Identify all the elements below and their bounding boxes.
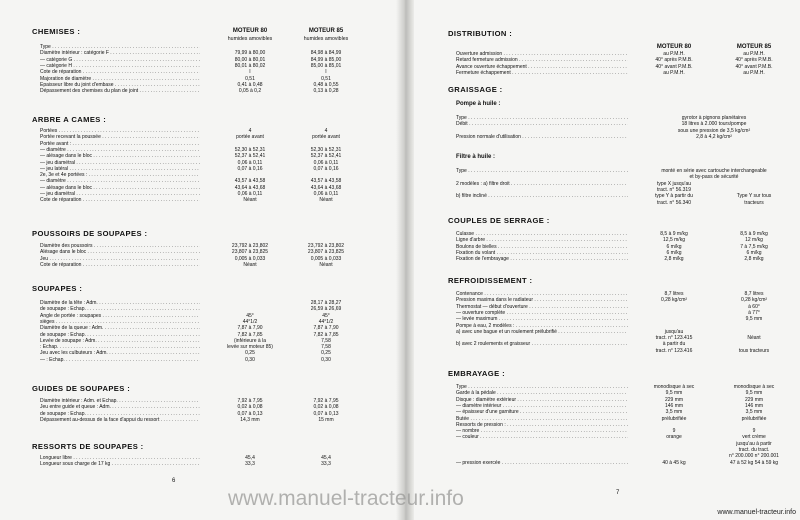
value-moteur-85: 0,005 à 0,033 — [310, 255, 342, 262]
soupapes-title: SOUPAPES : — [32, 284, 83, 293]
spec-label: Portée recevant la poussée . . . — [40, 134, 200, 140]
value-moteur-85: 43,57 à 43,58 — [310, 178, 342, 185]
value-moteur-80: 0,28 kg/cm² — [660, 297, 688, 304]
spec-row — [40, 88, 364, 94]
spec-row — [40, 197, 364, 203]
spec-label: a) avec une bague et un roulement prélubrifié . . . — [456, 329, 628, 335]
value-moteur-80: type X jusqu'au — [656, 180, 692, 187]
spec-label: de soupape : Échap. . . . — [40, 411, 200, 417]
spec-label: Jeu . . . — [40, 256, 200, 262]
spec-label: Type . . . — [456, 168, 628, 174]
value-moteur-85: 9,5 mm — [745, 316, 763, 323]
value-moteur-85: 8,5 à 9 m/kg — [740, 231, 768, 237]
value-moteur-80: 0,51 — [245, 75, 255, 82]
spec-row — [456, 348, 792, 354]
value-moteur-85: 229 mm — [744, 396, 764, 403]
header-moteur-80: MOTEUR 80 — [232, 28, 268, 34]
value-moteur-80: 40° après P.M.B. — [655, 57, 693, 64]
watermark-small: www.manuel-tracteur.info — [717, 509, 796, 516]
value-moteur-80: 80,00 à 80,01 — [234, 56, 266, 63]
value-moteur-80: 0,07 à 0,16 — [237, 165, 263, 172]
spec-label: Ligne d'arbre . . . — [456, 237, 628, 243]
chemises-title: CHEMISES : — [32, 27, 81, 36]
spec-label: Type . . . — [40, 44, 200, 50]
value-moteur-80: 52,30 à 52,31 — [234, 146, 266, 153]
value-moteur-80: à partir du — [662, 341, 686, 348]
arbre-title: ARBRE A CAMES : — [32, 115, 107, 124]
value-moteur-85: jusqu'au à partir — [736, 440, 772, 447]
value-moteur-80: 79,99 à 80,00 — [234, 50, 266, 57]
spec-label: — levée maximum . . . — [456, 316, 628, 322]
value-moteur-80: 9 — [672, 428, 676, 435]
value-moteur-80: 40° avant P.M.B. — [655, 63, 693, 70]
value-moteur-85: 52,37 à 52,41 — [310, 153, 342, 160]
value-moteur-80: 43,57 à 43,58 — [234, 178, 266, 185]
value-moteur-80: levée sur moteur 85) — [227, 344, 273, 351]
spec-label: Cote de réparation . . . — [40, 69, 200, 75]
value-moteur-85: 52,30 à 52,31 — [310, 146, 342, 153]
value-moteur-85: 84,99 à 85,00 — [310, 56, 342, 63]
value-moteur-85: 0,02 à 0,08 — [313, 404, 339, 411]
spec-label: — : Échap. . . . — [40, 357, 200, 363]
value-moteur-80: portée avant — [236, 134, 264, 141]
value-moteur-80: 6 m/kg — [666, 249, 682, 256]
spec-label: sièges . . . — [40, 319, 200, 325]
spec-label: Ressorts de pression : . . . — [456, 422, 628, 428]
value-moteur-85: 7,87 à 7,90 — [313, 325, 339, 332]
value-common: gyrotor à pignons planétaires — [681, 115, 747, 121]
value-moteur-85: 9 — [752, 428, 756, 435]
value-moteur-85: 0,06 à 0,11 — [313, 191, 339, 197]
value-moteur-80: 52,37 à 52,41 — [234, 153, 266, 160]
value-moteur-85: 45,4 — [321, 455, 331, 461]
spec-label: b) filtre incliné . . . — [456, 193, 628, 199]
spec-label: — jeu latéral . . . — [40, 166, 200, 172]
value-moteur-80: 146 mm — [664, 402, 684, 409]
page-number-left: 6 — [172, 478, 176, 484]
spec-label: Contenance . . . — [456, 291, 628, 297]
spec-label: — alésage dans le bloc . . . — [40, 185, 200, 191]
value-moteur-80: 33,3 — [245, 461, 255, 468]
value-moteur-80: monodisque à sec — [653, 384, 695, 390]
spec-label: — pression exercée . . . — [456, 460, 628, 466]
value-common: monté en série avec cartouche interchangeable — [661, 168, 767, 174]
value-moteur-85: 26,59 à 26,69 — [310, 306, 342, 313]
value-moteur-80: type Y à partir du — [655, 193, 693, 200]
right-page — [404, 0, 800, 520]
value-moteur-80: tract. n° 123.416 — [655, 347, 693, 354]
spec-label: 2 modèles : a) filtre droit . . . — [456, 181, 628, 187]
value-moteur-85: monodisque à sec — [733, 384, 775, 390]
spec-label: Garde à la pédale . . . — [456, 390, 628, 396]
value-common: 2,8 à 4,2 kg/cm² — [696, 133, 732, 140]
subtitle-85: humides amovibles — [303, 36, 349, 42]
spec-label: Débit . . . — [456, 121, 628, 127]
value-moteur-80: 2,8 m/kg — [664, 256, 684, 263]
spec-label: de soupape : Échap. . . . — [40, 306, 200, 312]
value-common: et by-pass de sécurité — [689, 174, 739, 181]
value-moteur-85: 45° — [322, 312, 330, 319]
spec-label: Pression maxima dans le radiateur . . . — [456, 297, 628, 303]
spec-row — [456, 70, 792, 76]
value-moteur-80: 0,07 à 0,13 — [237, 410, 263, 417]
value-moteur-80: 0,02 à 0,08 — [237, 404, 263, 411]
spec-label: Avance ouverture échappement . . . — [456, 64, 628, 70]
value-moteur-85: Type Y sur tous — [736, 193, 772, 200]
value-moteur-85: à 60° — [748, 303, 760, 310]
value-moteur-85: 0,51 — [321, 75, 331, 82]
value-moteur-80: tract. n° 123.415 — [655, 335, 693, 342]
spec-row — [456, 256, 792, 262]
spec-row — [40, 357, 364, 363]
value-moteur-85: prélubrifiée — [741, 415, 767, 422]
value-moteur-80: 7,87 à 7,90 — [237, 325, 263, 332]
value-moteur-85: vert crème — [742, 434, 766, 441]
value-moteur-80: tract. n° 56.319 — [657, 186, 691, 193]
value-moteur-80: 0,05 à 0,2 — [238, 88, 262, 95]
spec-row — [40, 461, 364, 467]
value-moteur-85: 47 à 52 kg 54 à 59 kg — [729, 459, 779, 466]
embrayage-title: EMBRAYAGE : — [448, 369, 506, 378]
value-moteur-85: 84,98 à 84,99 — [310, 50, 342, 57]
spec-label: Fixation de l'embrayage . . . — [456, 256, 628, 262]
value-common: 18 litres à 2.000 tours/pompe — [681, 121, 747, 128]
spec-label: Ouverture admission . . . — [456, 51, 628, 57]
value-moteur-85: 7,58 — [321, 337, 331, 344]
watermark: www.manuel-tracteur.info — [228, 487, 464, 510]
spec-label: Jeu avec les culbuteurs : Adm. . . . — [40, 350, 200, 356]
subtitle-80: humides amovibles — [227, 36, 273, 42]
value-moteur-80: 0,005 à 0,033 — [234, 255, 266, 262]
value-moteur-80: 3,5 mm — [665, 409, 683, 416]
value-moteur-80: au P.M.H. — [663, 69, 685, 76]
spec-label: — épaisseur d'une garniture . . . — [456, 409, 628, 415]
value-moteur-85: 0,07 à 0,16 — [313, 165, 339, 172]
value-moteur-80: 229 mm — [664, 396, 684, 403]
value-moteur-85: 8,7 litres — [744, 291, 764, 297]
spec-label: Cote de réparation . . . — [40, 197, 200, 203]
spec-label: b) avec 2 roulements et graisseur . . . — [456, 341, 628, 347]
guides-title: GUIDES DE SOUPAPES : — [32, 384, 131, 393]
spec-label: Épaisseur libre du joint d'embase . . . — [40, 82, 200, 88]
value-moteur-80: 12,5 m/kg — [663, 237, 685, 244]
spec-label: Pression normale d'utilisation . . . — [456, 134, 628, 140]
value-moteur-85: 4 — [324, 128, 328, 134]
value-moteur-85: portée avant — [312, 134, 340, 141]
spec-label: : Échap. . . . — [40, 344, 200, 350]
spec-label: — jeu diamétral . . . — [40, 191, 200, 197]
page-number-right: 7 — [616, 490, 620, 496]
value-moteur-80: 0,06 à 0,11 — [237, 191, 263, 197]
value-moteur-80: 8,7 litres — [664, 291, 684, 297]
value-moteur-85: tract. du tract. — [738, 447, 770, 453]
value-moteur-85: 146 mm — [744, 402, 764, 409]
spec-label: Portée avant : . . . — [40, 141, 200, 147]
spec-label: Longueur libre . . . — [40, 455, 200, 461]
spec-label: — diamètre intérieur . . . — [456, 403, 628, 409]
value-moteur-80: jusqu'au — [664, 328, 684, 335]
value-moteur-80: au P.M.H. — [663, 51, 685, 57]
value-moteur-80: 4 — [248, 128, 252, 134]
value-moteur-85: 28,17 à 28,27 — [310, 300, 342, 306]
value-moteur-80: I — [249, 69, 251, 76]
spec-label: Fermeture échappement . . . — [456, 70, 628, 76]
value-moteur-80: (inférieure à la — [234, 337, 266, 344]
value-common: sous une pression de 3,5 kg/cm² — [677, 127, 751, 134]
book-gutter — [396, 0, 414, 520]
value-moteur-85: tracteurs — [744, 199, 764, 206]
spec-label: — jeu diamétral . . . — [40, 160, 200, 166]
value-moteur-85: 3,5 mm — [745, 409, 763, 416]
spec-label: — diamètre . . . — [40, 178, 200, 184]
spec-label: Thermostat — début d'ouverture . . . — [456, 304, 628, 310]
value-moteur-85: tous tracteurs — [738, 347, 770, 354]
spec-label: Diamètre des poussoirs . . . — [40, 243, 200, 249]
spec-label: Diamètre de la tête : Adm. . . . — [40, 300, 200, 306]
value-moteur-80: Néant — [243, 261, 257, 268]
value-moteur-85: 7,92 à 7,95 — [313, 398, 339, 404]
value-moteur-85: au P.M.H. — [743, 51, 765, 57]
spec-label: Type . . . — [456, 115, 628, 121]
spec-label: Diamètre de la queue : Adm. . . . — [40, 325, 200, 331]
value-moteur-85: 7,58 — [321, 344, 331, 351]
spec-label: Diamètre intérieur : Adm. et Échap. . . . — [40, 398, 200, 404]
value-moteur-80: 43,64 à 43,68 — [234, 184, 266, 191]
value-moteur-85: 23,792 à 23,802 — [307, 243, 345, 249]
spec-label: Longueur sous charge de 17 kg . . . — [40, 461, 200, 467]
value-moteur-85: 0,25 — [321, 350, 331, 357]
spec-label: Dépassement au-dessus de la face d'appui du ressort . . . — [40, 417, 200, 423]
spec-label: Culasse . . . — [456, 231, 628, 237]
spec-label: de soupape : Échap. . . . — [40, 332, 200, 338]
ressorts-title: RESSORTS DE SOUPAPES : — [32, 442, 144, 451]
value-moteur-85: n° 200.000 n° 200.001 — [729, 453, 779, 460]
value-moteur-80: 0,41 à 0,48 — [237, 81, 263, 88]
value-moteur-85: Néant — [319, 261, 333, 268]
value-moteur-85: 2,8 m/kg — [744, 256, 764, 263]
spec-label: Alésage dans le bloc . . . — [40, 249, 200, 255]
value-moteur-80: 0,06 à 0,11 — [237, 159, 263, 166]
value-moteur-85: 0,07 à 0,13 — [313, 410, 339, 417]
value-moteur-80: 80,01 à 80,02 — [234, 62, 266, 69]
value-moteur-85: Néant — [747, 335, 761, 342]
value-moteur-85: 40° avant P.M.B. — [735, 63, 773, 70]
value-moteur-80: 7,82 à 7,85 — [237, 331, 263, 338]
refroidissement-title: REFROIDISSEMENT : — [448, 276, 533, 285]
spec-label: Angle de portée : soupapes . . . — [40, 313, 200, 319]
spec-label: Jeu entre guide et queue : Adm. . . . — [40, 404, 200, 410]
spec-label: — ouverture complète . . . — [456, 310, 628, 316]
spec-label: Dépassement des chemises du plan de joint . . . — [40, 88, 200, 94]
spec-label: — catégorie H . . . — [40, 63, 200, 69]
value-moteur-80: 0,25 — [245, 350, 255, 357]
spec-label: Type . . . — [456, 384, 628, 390]
spec-label: Diamètre intérieur : catégorie F . . . — [40, 50, 200, 56]
value-moteur-85: à 77° — [748, 309, 760, 316]
value-moteur-80: 23,807 à 23,825 — [231, 249, 269, 256]
value-moteur-80: 40 à 45 kg — [662, 459, 686, 466]
value-moteur-85: I — [325, 69, 327, 76]
value-moteur-80: 44°1/2 — [242, 318, 258, 325]
spec-row — [40, 262, 364, 268]
value-moteur-80: tract. n° 56.340 — [657, 199, 691, 206]
value-moteur-80: 8,5 à 9 m/kg — [660, 231, 688, 237]
value-moteur-80: prélubrifiée — [661, 415, 687, 422]
spec-row — [40, 417, 364, 423]
value-moteur-80: 45° — [246, 312, 254, 319]
value-moteur-85: 7,82 à 7,85 — [313, 331, 339, 338]
value-moteur-85: 0,28 kg/cm² — [740, 297, 768, 304]
value-moteur-80: 14,3 mm — [240, 416, 260, 423]
value-moteur-85: 9,5 mm — [745, 390, 763, 397]
value-moteur-85: 33,3 — [321, 461, 331, 468]
spec-label: Majoration de diamètre . . . — [40, 76, 200, 82]
value-moteur-85: 6 m/kg — [746, 249, 762, 256]
value-moteur-85: 15 mm — [318, 416, 334, 423]
spec-label: Fixation du volant . . . — [456, 250, 628, 256]
header-moteur-85: MOTEUR 85 — [736, 44, 772, 50]
value-moteur-85: 44°1/2 — [318, 318, 334, 325]
distribution-title: DISTRIBUTION : — [448, 29, 513, 38]
spec-row — [456, 200, 792, 206]
couples-title: COUPLES DE SERRAGE : — [448, 216, 550, 225]
spec-label: — diamètre . . . — [40, 147, 200, 153]
value-moteur-80: orange — [666, 434, 682, 441]
value-moteur-80: 9,5 mm — [665, 390, 683, 397]
pompe-title: Pompe à huile : — [456, 101, 501, 107]
value-moteur-85: 0,30 — [321, 356, 331, 363]
value-moteur-85: 85,00 à 85,01 — [310, 62, 342, 69]
value-moteur-80: 6 m/kg — [666, 243, 682, 250]
spec-row — [456, 460, 792, 466]
spec-label: — couleur . . . — [456, 434, 628, 440]
spec-label: — nombre . . . — [456, 428, 628, 434]
poussoirs-title: POUSSOIRS DE SOUPAPES : — [32, 229, 148, 238]
value-moteur-85: 43,64 à 43,68 — [310, 184, 342, 191]
value-moteur-85: 0,06 à 0,11 — [313, 159, 339, 166]
value-moteur-85: au P.M.H. — [743, 69, 765, 76]
value-moteur-80: Néant — [243, 197, 257, 204]
spec-label: 2e, 3e et 4e portées : . . . — [40, 172, 200, 178]
value-moteur-85: 0,13 à 0,28 — [313, 88, 339, 95]
value-moteur-85: 7 à 7,5 m/kg — [740, 243, 768, 250]
value-moteur-85: 12 m/kg — [745, 237, 763, 244]
header-moteur-80: MOTEUR 80 — [656, 44, 692, 50]
value-moteur-80: 23,792 à 23,802 — [231, 243, 269, 249]
value-moteur-80: 7,92 à 7,95 — [237, 398, 263, 404]
value-moteur-85: 0,48 à 0,55 — [313, 81, 339, 88]
spec-label: — alésage dans le bloc . . . — [40, 153, 200, 159]
header-moteur-85: MOTEUR 85 — [308, 28, 344, 34]
spec-label: Disque : diamètre extérieur . . . — [456, 397, 628, 403]
filtre-title: Filtre à huile : — [456, 154, 496, 160]
spec-label: — catégorie G . . . — [40, 57, 200, 63]
value-moteur-80: 0,30 — [245, 356, 255, 363]
value-moteur-85: 23,807 à 23,825 — [307, 249, 345, 256]
value-moteur-80: 45,4 — [245, 455, 255, 461]
spec-label: Retard fermeture admission . . . — [456, 57, 628, 63]
spec-label: Pompe à eau, 2 modèles : . . . — [456, 323, 628, 329]
value-moteur-85: Néant — [319, 197, 333, 204]
spec-label: Butée . . . — [456, 416, 628, 422]
spec-label: Portées . . . — [40, 128, 200, 134]
spec-label: Boulons de bielles . . . — [456, 244, 628, 250]
graissage-title: GRAISSAGE : — [448, 85, 503, 94]
spec-label: Levée de soupape : Adm. . . . — [40, 338, 200, 344]
spec-row — [456, 134, 792, 140]
value-moteur-85: 40° après P.M.B. — [735, 57, 773, 64]
spec-label: Cote de réparation . . . — [40, 262, 200, 268]
